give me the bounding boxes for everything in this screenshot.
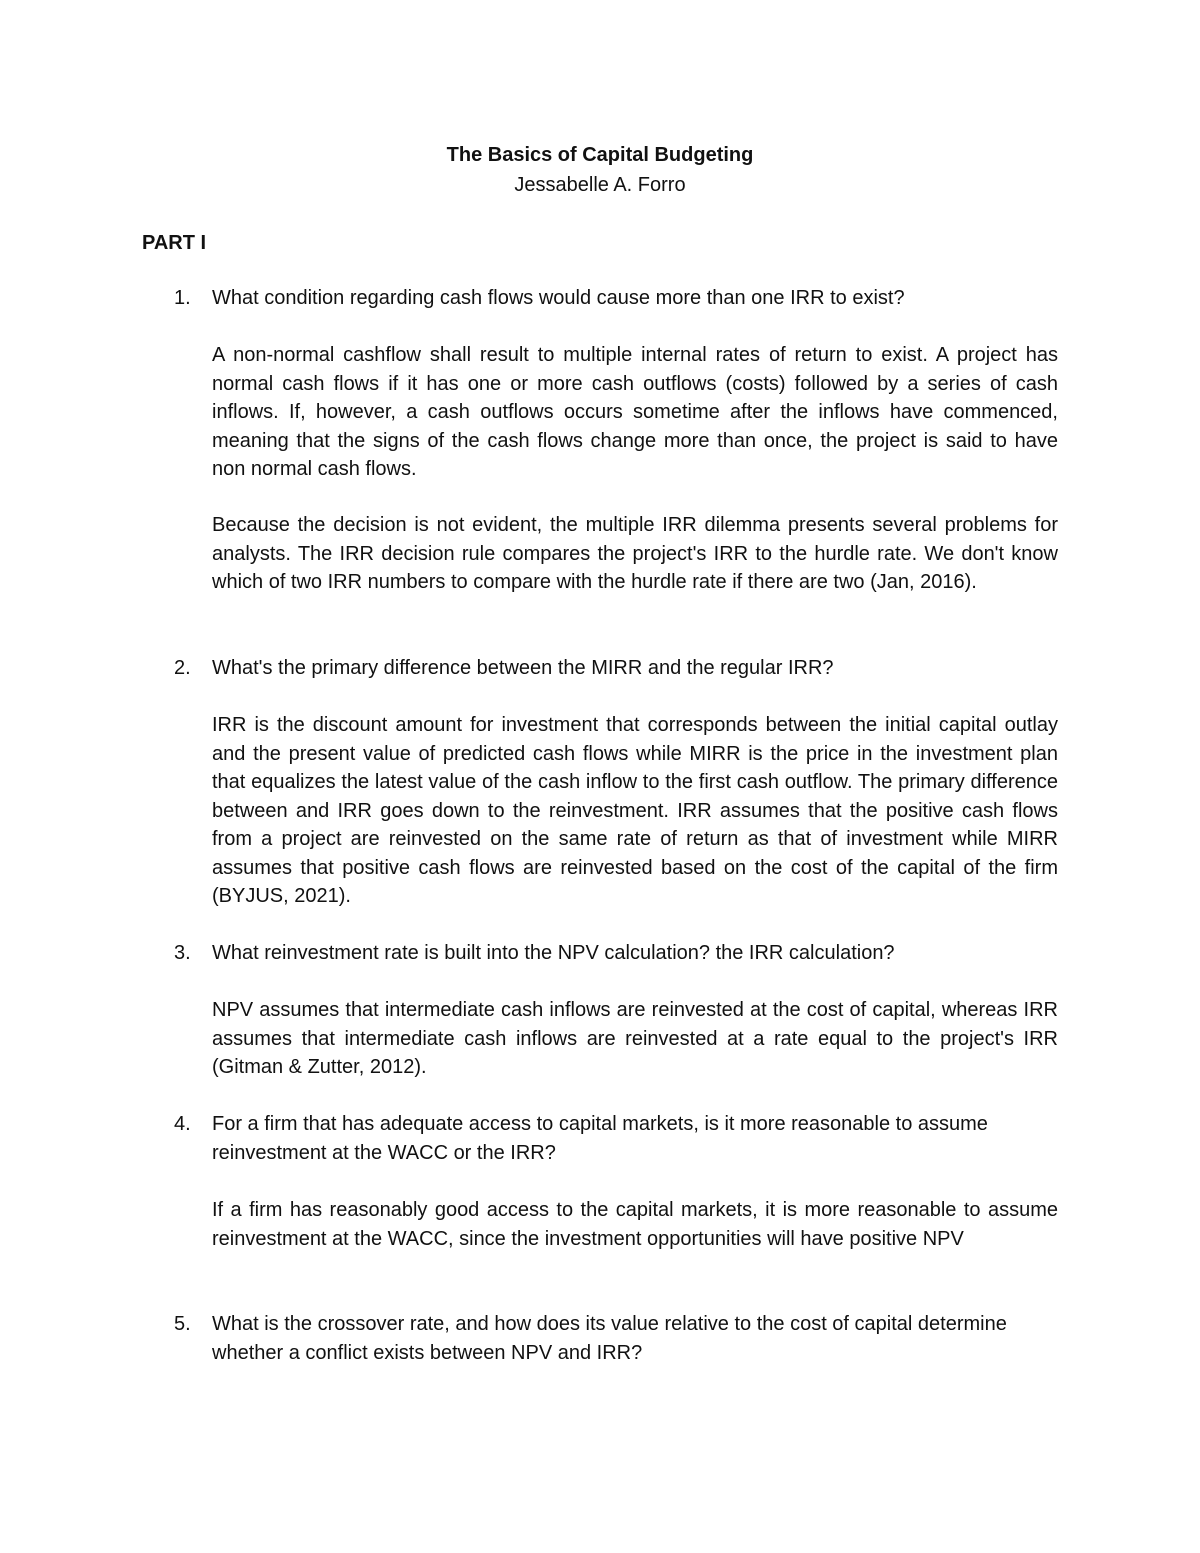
question-text: What is the crossover rate, and how does its value relative to the cost of capital determine whether a conflict exists between NPV and IRR? bbox=[212, 1313, 1007, 1364]
answer-paragraph: IRR is the discount amount for investment that corresponds between the initial capital outlay and the present value of predicted cash flows while MIRR is the price in the investment plan that equalizes the latest value of the cash inflow to the first cash outflow. The primary difference between and IRR goes down to the reinvestment. IRR assumes that the positive cash flows from a project are reinvested on the same rate of return as that of investment while MIRR assumes that positive cash flows are reinvested based on the cost of the capital of the firm (BYJUS, 2021). bbox=[212, 714, 1058, 907]
answer-paragraph: A non-normal cashflow shall result to multiple internal rates of return to exist. A project has normal cash flows if it has one or more cash outflows (costs) followed by a series of cash inflows. If, however, a cash outflows occurs sometime after the inflows have commenced, meaning that the signs of the cash flows change more than once, the project is said to have non normal cash flows. bbox=[212, 344, 1058, 480]
question-text: For a firm that has adequate access to capital markets, is it more reasonable to assume reinvestment at the WACC or the IRR? bbox=[212, 1113, 988, 1164]
question-text: What's the primary difference between the MIRR and the regular IRR? bbox=[212, 657, 834, 679]
document-title: The Basics of Capital Budgeting bbox=[446, 144, 754, 166]
question-number: 5. bbox=[174, 1313, 191, 1335]
question-number: 4. bbox=[174, 1113, 191, 1135]
part-heading: PART I bbox=[142, 232, 207, 254]
question-text: What reinvestment rate is built into the NPV calculation? the IRR calculation? bbox=[212, 942, 895, 964]
answer-paragraph: If a firm has reasonably good access to the capital markets, it is more reasonable to assume reinvestment at the WACC, since the investment opportunities will have positive NPV bbox=[212, 1199, 1058, 1250]
document-author: Jessabelle A. Forro bbox=[514, 174, 686, 196]
question-number: 2. bbox=[174, 657, 191, 679]
answer-paragraph: Because the decision is not evident, the multiple IRR dilemma presents several problems for analysts. The IRR decision rule compares the project's IRR to the hurdle rate. We don't know which of two IRR numbers to compare with the hurdle rate if there are two (Jan, 2016). bbox=[212, 514, 1058, 593]
question-number: 3. bbox=[174, 942, 191, 964]
question-number: 1. bbox=[174, 287, 191, 309]
question-text: What condition regarding cash flows would cause more than one IRR to exist? bbox=[212, 287, 905, 309]
answer-paragraph: NPV assumes that intermediate cash inflows are reinvested at the cost of capital, whereas IRR assumes that intermediate cash inflows are reinvested at a rate equal to the project's IRR (Gitman & Zutter, 2012). bbox=[212, 999, 1058, 1078]
